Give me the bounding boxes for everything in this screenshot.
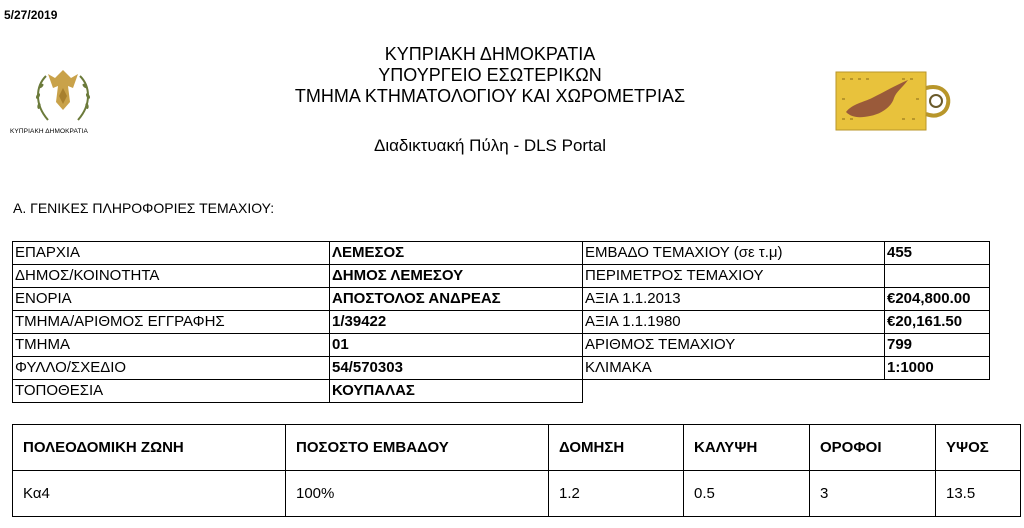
cell-label: ΕΝΟΡΙΑ [13, 288, 330, 311]
cell-value: ΔΗΜΟΣ ΛΕΜΕΣΟΥ [330, 265, 583, 288]
cell-value: 01 [330, 334, 583, 357]
cell-value: ΚΟΥΠΑΛΑΣ [330, 380, 583, 403]
cell-label: ΕΜΒΑΔΟ ΤΕΜΑΧΙΟΥ (σε τ.μ) [583, 242, 885, 265]
column-header: ΥΨΟΣ [936, 425, 1021, 471]
header-department: ΤΜΗΜΑ ΚΤΗΜΑΤΟΛΟΓΙΟΥ ΚΑΙ ΧΩΡΟΜΕΤΡΙΑΣ [294, 86, 686, 106]
cell-label: ΚΛΙΜΑΚΑ [583, 357, 885, 380]
table-cell: 13.5 [936, 471, 1021, 517]
table-cell: 0.5 [684, 471, 810, 517]
cell-value: 1:1000 [885, 357, 990, 380]
cell-value: 799 [885, 334, 990, 357]
cell-value: ΛΕΜΕΣΟΣ [330, 242, 583, 265]
cell-label: ΑΡΙΘΜΟΣ ΤΕΜΑΧΙΟΥ [583, 334, 885, 357]
table-row [13, 334, 990, 357]
cell-value: 455 [885, 242, 990, 265]
portal-title: Διαδικτυακή Πύλη - DLS Portal [373, 136, 607, 155]
cell-label: ΕΠΑΡΧΙΑ [13, 242, 330, 265]
column-header: ΠΟΣΟΣΤΟ ΕΜΒΑΔΟΥ [286, 425, 549, 471]
column-header: ΠΟΛΕΟΔΟΜΙΚΗ ΖΩΝΗ [13, 425, 286, 471]
document-header [240, 44, 740, 107]
cell-label: ΤΜΗΜΑ [13, 334, 330, 357]
cell-label: ΤΜΗΜΑ/ΑΡΙΘΜΟΣ ΕΓΓΡΑΦΗΣ [13, 311, 330, 334]
cell-label: ΤΟΠΟΘΕΣΙΑ [13, 380, 330, 403]
cell-value: €20,161.50 [885, 311, 990, 334]
section-title-general-info: Α. ΓΕΝΙΚΕΣ ΠΛΗΡΟΦΟΡΙΕΣ ΤΕΜΑΧΙΟΥ: [13, 200, 275, 216]
cell-label: ΔΗΜΟΣ/ΚΟΙΝΟΤΗΤΑ [13, 265, 330, 288]
cell-label: ΑΞΙΑ 1.1.1980 [583, 311, 885, 334]
cell-value: 54/570303 [330, 357, 583, 380]
header-republic: ΚΥΠΡΙΑΚΗ ΔΗΜΟΚΡΑΤΙΑ [384, 44, 596, 64]
table-row [13, 357, 990, 380]
table-row [13, 380, 990, 403]
table-header-row [13, 425, 1021, 471]
cell-value: ΑΠΟΣΤΟΛΟΣ ΑΝΔΡΕΑΣ [330, 288, 583, 311]
column-header: ΔΟΜΗΣΗ [549, 425, 684, 471]
table-row [13, 265, 990, 288]
table-cell: 1.2 [549, 471, 684, 517]
planning-zone-table [12, 424, 1021, 517]
dls-logo-icon [832, 68, 956, 134]
table-cell: 100% [286, 471, 549, 517]
cell-value: 1/39422 [330, 311, 583, 334]
empty-cell [583, 380, 990, 403]
cell-value: €204,800.00 [885, 288, 990, 311]
table-cell: 3 [810, 471, 936, 517]
table-row [13, 242, 990, 265]
cell-value [885, 265, 990, 288]
print-date: 5/27/2019 [4, 8, 58, 22]
column-header: ΚΑΛΥΨΗ [684, 425, 810, 471]
table-row [13, 288, 990, 311]
header-ministry: ΥΠΟΥΡΓΕΙΟ ΕΣΩΤΕΡΙΚΩΝ [378, 65, 602, 85]
parcel-info-table [12, 241, 990, 403]
cell-label: ΦΥΛΛΟ/ΣΧΕΔΙΟ [13, 357, 330, 380]
cell-label: ΑΞΙΑ 1.1.2013 [583, 288, 885, 311]
coat-of-arms-caption: ΚΥΠΡΙΑΚΗ ΔΗΜΟΚΡΑΤΙΑ [10, 128, 88, 135]
table-cell: Κα4 [13, 471, 286, 517]
cell-label: ΠΕΡΙΜΕΤΡΟΣ ΤΕΜΑΧΙΟΥ [583, 265, 885, 288]
table-row [13, 471, 1021, 517]
table-row [13, 311, 990, 334]
column-header: ΟΡΟΦΟΙ [810, 425, 936, 471]
